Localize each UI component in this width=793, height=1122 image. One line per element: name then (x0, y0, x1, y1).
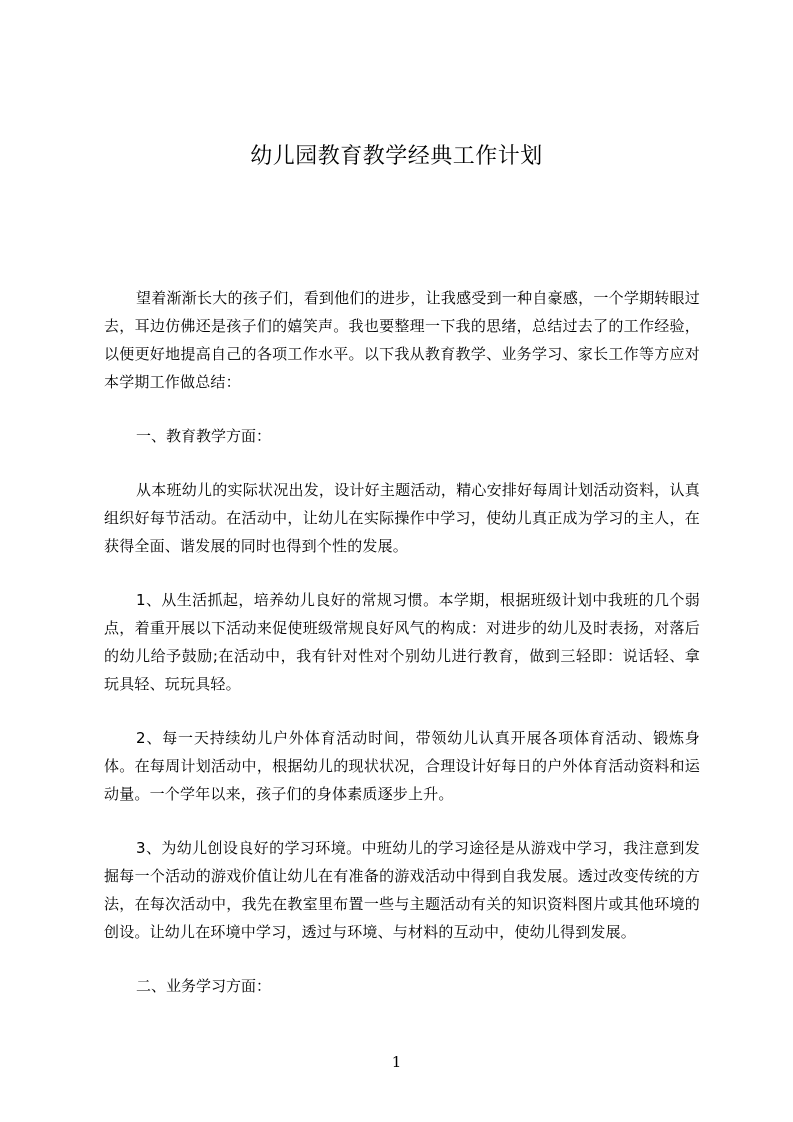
section-heading-teaching: 一、教育教学方面： (136, 427, 272, 445)
document-body (104, 284, 700, 1026)
page-number: 1 (391, 1053, 402, 1071)
document-title: 幼儿园教育教学经典工作计划 (250, 144, 543, 169)
teaching-paragraph: 从本班幼儿的实际状况出发，设计好主题活动，精心安排好每周计划活动资料，认真组织好每节活动。在活动中，让幼儿在实际操作中学习，使幼儿真正成为学习的主人，在获得全面、谐发展的同时也得到个性的发展。 (104, 481, 700, 555)
item-1-paragraph: 1、从生活抓起，培养幼儿良好的常规习惯。本学期，根据班级计划中我班的几个弱点，着重开展以下活动来促使班级常规良好风气的构成：对进步的幼儿及时表扬，对落后的幼儿给予鼓励;在活动中，我有针对性对个别幼儿进行教育，做到三轻即：说话轻、拿玩具轻、玩玩具轻。 (104, 591, 700, 693)
section-heading-study: 二、业务学习方面： (136, 977, 272, 995)
item-2-paragraph: 2、每一天持续幼儿户外体育活动时间，带领幼儿认真开展各项体育活动、锻炼身体。在每周计划活动中，根据幼儿的现状状况，合理设计好每日的户外体育活动资料和运动量。一个学年以来，孩子们的身体素质逐步上升。 (104, 729, 700, 803)
item-3-paragraph: 3、为幼儿创设良好的学习环境。中班幼儿的学习途径是从游戏中学习，我注意到发掘每一个活动的游戏价值让幼儿在有准备的游戏活动中得到自我发展。透过改变传统的方法，在每次活动中，我先在教室里布置一些与主题活动有关的知识资料图片或其他环境的创设。让幼儿在环境中学习，透过与环境、与材料的互动中，使幼儿得到发展。 (104, 839, 700, 941)
intro-paragraph: 望着渐渐长大的孩子们，看到他们的进步，让我感受到一种自豪感，一个学期转眼过去，耳边仿佛还是孩子们的嬉笑声。我也要整理一下我的思绪，总结过去了的工作经验，以便更好地提高自己的各项工作水平。以下我从教育教学、业务学习、家长工作等方应对本学期工作做总结： (104, 289, 700, 391)
